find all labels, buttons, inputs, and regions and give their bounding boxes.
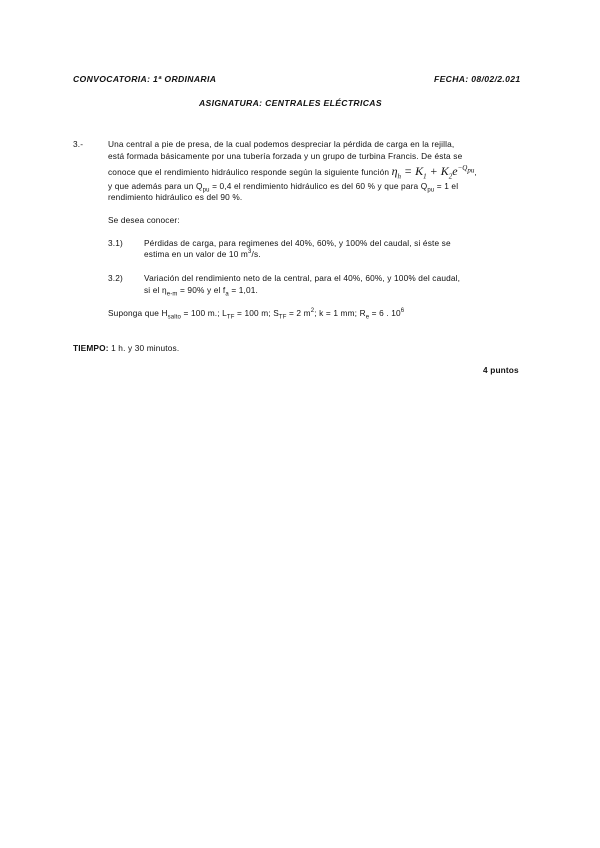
problem-line-5: rendimiento hidráulico es del 90 %. <box>108 192 243 202</box>
problem-line-4: y que además para un $Q_{pu} = 0,4$ el rendimiento hidráulico es del 60 % y que para $Q_{pu} = 1$ el <box>108 181 459 194</box>
convocatoria-label: CONVOCATORIA: 1ª ORDINARIA <box>73 74 217 84</box>
puntos: 4 puntos <box>483 365 519 375</box>
problem-line-3: conoce que el rendimiento hidráulico responde según la siguiente función $\eta_h = K_1 + K_2e^{-Q_{pu}}$, <box>108 164 477 181</box>
problem-line-2: está formada básicamente por una tubería forzada y un grupo de turbina Francis. De ésta se <box>108 151 463 161</box>
asignatura-title: ASIGNATURA: CENTRALES ELÉCTRICAS <box>199 98 382 108</box>
fecha-label: FECHA: 08/02/2.021 <box>434 74 521 84</box>
item-1-number: 3.1) <box>108 238 123 248</box>
item-2-line-2: si el $\eta_{e-m} = 90\%$ y el $f_a = 1,01$. <box>144 285 258 298</box>
item-2-line-1: Variación del rendimiento neto de la central, para el 40%, 60%, y 100% del caudal, <box>144 273 461 283</box>
problem-number: 3.- <box>73 139 84 149</box>
problem-line-1: Una central a pie de presa, de la cual podemos despreciar la pérdida de carga en la rejilla, <box>108 139 455 149</box>
problem-line-3-text: conoce que el rendimiento hidráulico responde según la siguiente función <box>108 167 390 177</box>
se-desea-conocer: Se desea conocer: <box>108 215 180 225</box>
tiempo-value: 1 h. y 30 minutos. <box>108 343 180 353</box>
tiempo-label: TIEMPO: <box>73 343 109 353</box>
item-2-number: 3.2) <box>108 273 123 283</box>
item-1-line-1: Pérdidas de carga, para regimenes del 40%, 60%, y 100% del caudal, si éste se <box>144 238 451 248</box>
tiempo <box>73 343 179 354</box>
suponga-data: Suponga que $H_{salto} = 100$ m.; $L_{TF} = 100$ m; $S_{TF} = 2$ $m^2$; k = 1 mm; $R_e = 6$ . $10^6$ <box>108 308 405 321</box>
efficiency-formula: $\eta_h = K_1 + K_2e^{-Q_{pu}}$ <box>391 164 475 181</box>
item-1-line-2: estima en un valor de 10 $m^3/s$. <box>144 249 261 259</box>
